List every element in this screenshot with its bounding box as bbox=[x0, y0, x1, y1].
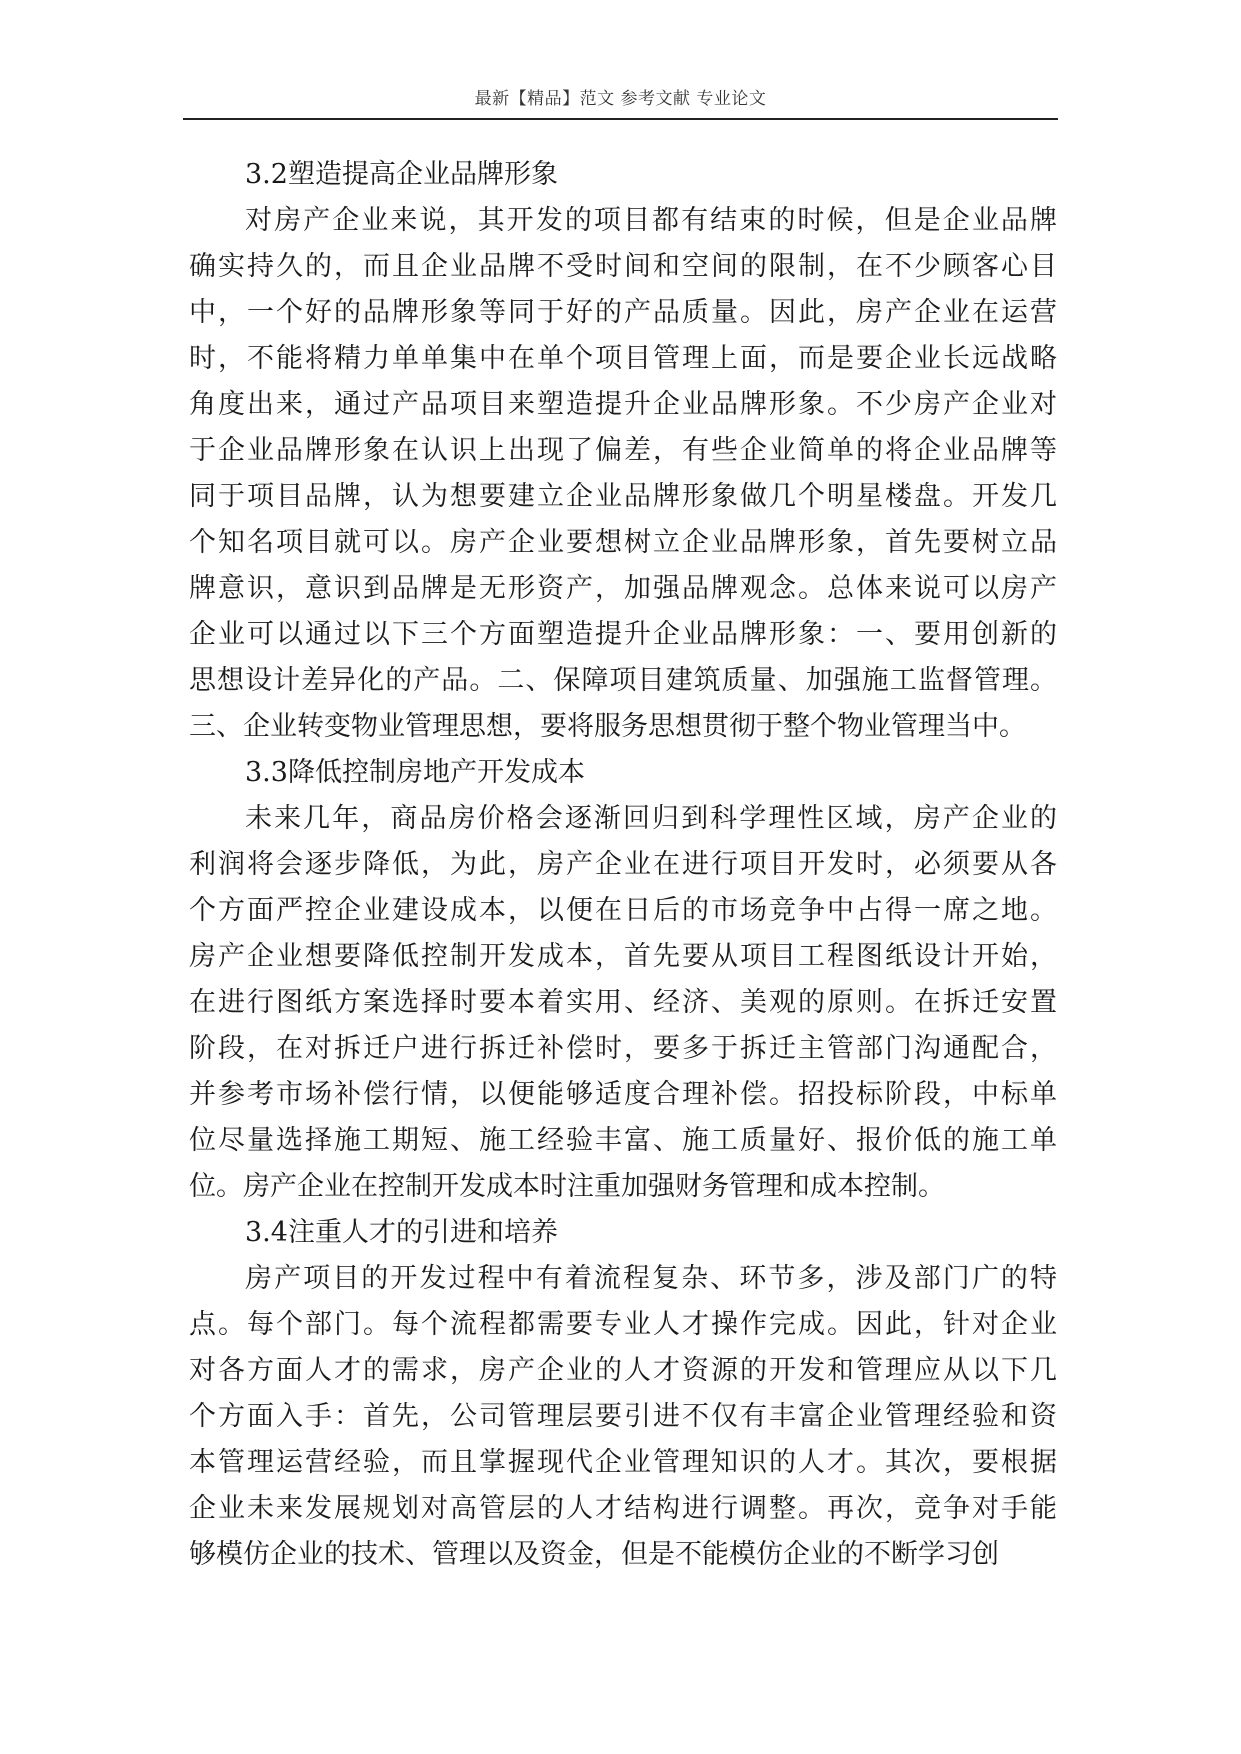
paragraph-line: 企业可以通过以下三个方面塑造提升企业品牌形象：一、要用创新的 bbox=[189, 619, 1057, 650]
paragraph-line: 未来几年，商品房价格会逐渐回归到科学理性区域，房产企业的 bbox=[245, 803, 1057, 834]
paragraph-line: 位。房产企业在控制开发成本时注重加强财务管理和成本控制。 bbox=[189, 1171, 945, 1202]
paragraph-line: 企业未来发展规划对高管层的人才结构进行调整。再次，竞争对手能 bbox=[189, 1493, 1057, 1524]
section-heading: 3.4注重人才的引进和培养 bbox=[245, 1217, 558, 1248]
paragraph-line: 够模仿企业的技术、管理以及资金，但是不能模仿企业的不断学习创 bbox=[189, 1539, 999, 1570]
paragraph-line: 房产项目的开发过程中有着流程复杂、环节多，涉及部门广的特 bbox=[245, 1263, 1057, 1294]
paragraph-line: 个方面入手：首先，公司管理层要引进不仅有丰富企业管理经验和资 bbox=[189, 1401, 1057, 1432]
section-heading: 3.3降低控制房地产开发成本 bbox=[245, 757, 585, 788]
paragraph bbox=[189, 198, 1057, 750]
paragraph-line: 对房产企业来说，其开发的项目都有结束的时候，但是企业品牌 bbox=[245, 205, 1057, 236]
paragraph-line: 阶段，在对拆迁户进行拆迁补偿时，要多于拆迁主管部门沟通配合， bbox=[189, 1033, 1057, 1064]
paragraph-line: 三、企业转变物业管理思想，要将服务思想贯彻于整个物业管理当中。 bbox=[189, 711, 1026, 742]
page-header bbox=[183, 80, 1058, 120]
paragraph bbox=[189, 796, 1057, 1210]
paragraph-line: 位尽量选择施工期短、施工经验丰富、施工质量好、报价低的施工单 bbox=[189, 1125, 1057, 1156]
paragraph bbox=[189, 1256, 1057, 1578]
paragraph-line: 房产企业想要降低控制开发成本，首先要从项目工程图纸设计开始， bbox=[189, 941, 1057, 972]
paragraph-line: 并参考市场补偿行情，以便能够适度合理补偿。招投标阶段，中标单 bbox=[189, 1079, 1057, 1110]
paragraph-line: 牌意识，意识到品牌是无形资产，加强品牌观念。总体来说可以房产 bbox=[189, 573, 1057, 604]
header-text: 最新【精品】范文 参考文献 专业论文 bbox=[474, 89, 767, 109]
paragraph-line: 同于项目品牌，认为想要建立企业品牌形象做几个明星楼盘。开发几 bbox=[189, 481, 1057, 512]
paragraph-line: 利润将会逐步降低，为此，房产企业在进行项目开发时，必须要从各 bbox=[189, 849, 1057, 880]
paragraph-line: 点。每个部门。每个流程都需要专业人才操作完成。因此，针对企业 bbox=[189, 1309, 1057, 1340]
document-body bbox=[189, 152, 1057, 1578]
paragraph-line: 中，一个好的品牌形象等同于好的产品质量。因此，房产企业在运营 bbox=[189, 297, 1057, 328]
section-heading: 3.2塑造提高企业品牌形象 bbox=[245, 159, 558, 190]
paragraph-line: 确实持久的，而且企业品牌不受时间和空间的限制，在不少顾客心目 bbox=[189, 251, 1057, 282]
paragraph-line: 个方面严控企业建设成本，以便在日后的市场竞争中占得一席之地。 bbox=[189, 895, 1057, 926]
paragraph-line: 个知名项目就可以。房产企业要想树立企业品牌形象，首先要树立品 bbox=[189, 527, 1057, 558]
paragraph-line: 角度出来，通过产品项目来塑造提升企业品牌形象。不少房产企业对 bbox=[189, 389, 1057, 420]
paragraph-line: 在进行图纸方案选择时要本着实用、经济、美观的原则。在拆迁安置 bbox=[189, 987, 1057, 1018]
paragraph-line: 思想设计差异化的产品。二、保障项目建筑质量、加强施工监督管理。 bbox=[189, 665, 1057, 696]
paragraph-line: 本管理运营经验，而且掌握现代企业管理知识的人才。其次，要根据 bbox=[189, 1447, 1057, 1478]
paragraph-line: 于企业品牌形象在认识上出现了偏差，有些企业简单的将企业品牌等 bbox=[189, 435, 1057, 466]
paragraph-line: 对各方面人才的需求，房产企业的人才资源的开发和管理应从以下几 bbox=[189, 1355, 1057, 1386]
paragraph-line: 时，不能将精力单单集中在单个项目管理上面，而是要企业长远战略 bbox=[189, 343, 1057, 374]
